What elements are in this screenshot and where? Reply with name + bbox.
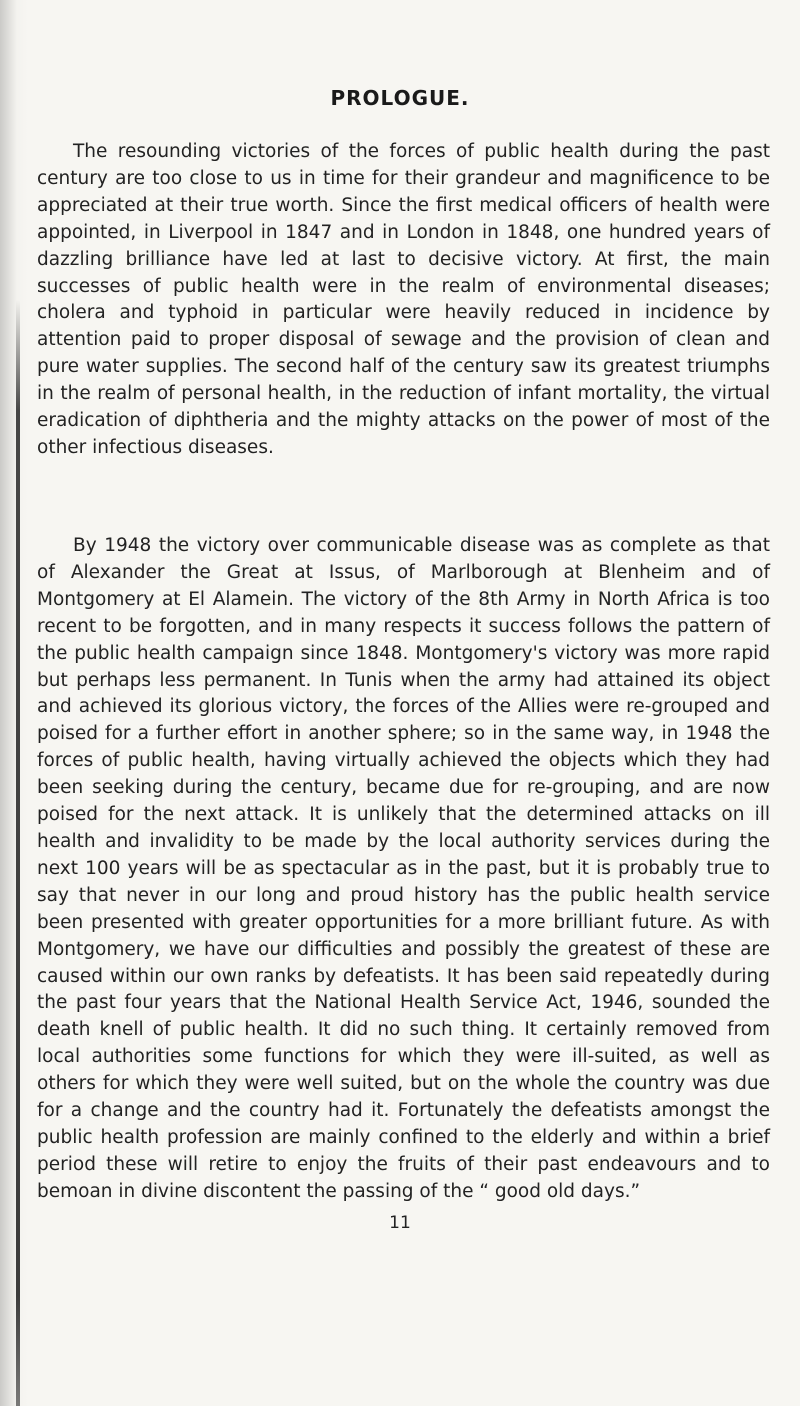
paragraph-2: By 1948 the victory over communicable disease was as complete as that of Alexander the Great at Issus, of Marlborough at Blenheim and of Montgomery at El Alamein. The victory of the 8th Army in North Africa is too recent to be forgotten, and in many respects it success follows the pattern of the public health campaign since 1848. Montgomery's victory was more rapid but perhaps less permanent. In Tunis when the army had attained its object and achieved its glorious victory, the forces of the Allies were re-grouped and poised for a further effort in another sphere; so in the same way, in 1948 the forces of public health, having virtually achieved the objects which they had been seeking during the century, became due for re-grouping, and are now poised for the next attack. It is unlikely that the determined attacks on ill health and invalidity to be made by the local authority services during the next 100 years will be as spectacular as in the past, but it is probably true to say that never in our long and proud history has the public health service been presented with greater opportunities for a more brilliant future. As with Montgomery, we have our difficulties and possibly the greatest of these are caused within our own ranks by defeatists. It has been said repeatedly during the past four years that the National Health Service Act, 1946, sounded the death knell of public health. It did no such thing. It certainly removed from local authorities some functions for which they were ill-suited, as well as others for which they were well suited, but on the whole the country was due for a change and the country had it. Fortunately the defeatists amongst the public health profession are mainly confined to the elderly and within a brief period these will retire to enjoy the fruits of their past endeavours and to bemoan in divine discontent the passing of the “ good old days.”	[37, 535, 770, 1202]
binding-edge	[16, 300, 20, 1406]
binding-shadow	[0, 0, 28, 1406]
page-number: 11	[389, 1213, 411, 1233]
paragraph-1: The resounding victories of the forces of public health during the past century are too close to us in time for their grandeur and magnificence to be appreciated at their true worth. Since the first medical officers of health were appointed, in Liverpool in 1847 and in London in 1848, one hundred years of dazzling brilliance have led at last to decisive victory. At first, the main successes of public health were in the realm of environmental diseases; cholera and typhoid in particular were heavily reduced in incidence by attention paid to proper disposal of sewage and the provision of clean and pure water supplies. The second half of the century saw its greatest triumphs in the realm of personal health, in the reduction of infant mortality, the virtual eradication of diphtheria and the mighty attacks on the power of most of the other infectious diseases.	[37, 141, 770, 458]
page-title: PROLOGUE.	[330, 86, 470, 110]
